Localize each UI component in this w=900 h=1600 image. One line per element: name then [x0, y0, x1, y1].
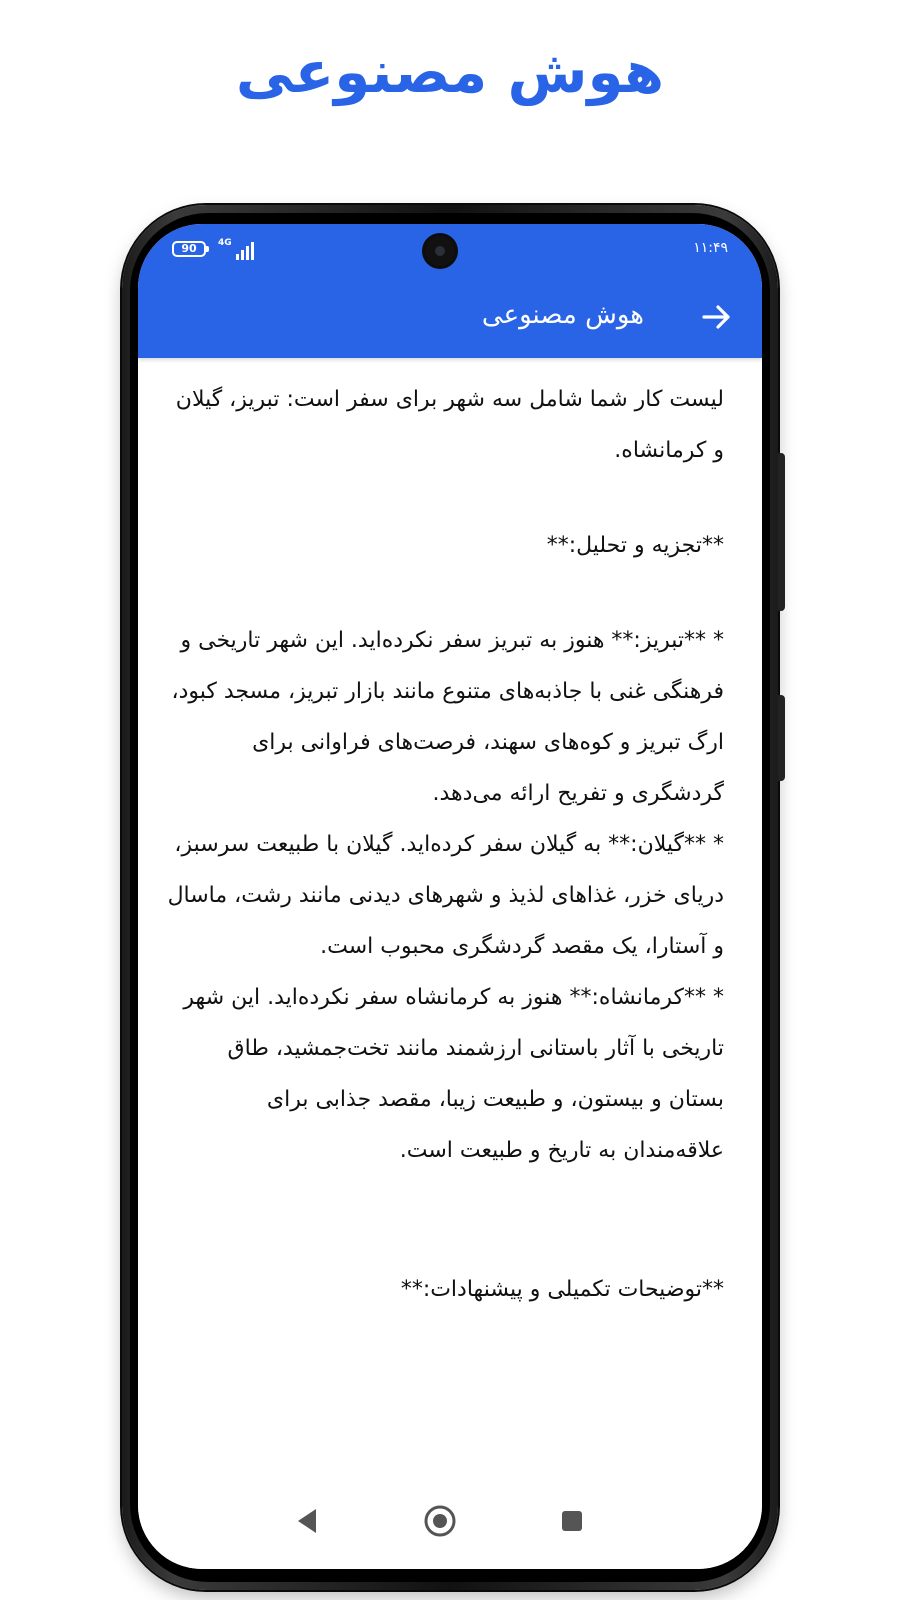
paragraph-tabriz: * **تبریز:** هنوز به تبریز سفر نکرده‌اید. این شهر تاریخی و فرهنگی غنی با جاذبه‌های متنوع مانند بازار تبریز، مسجد کبود، ارگ تبریز و کوه‌های سهند، فرصت‌های فراوانی برای گردشگری و تفریح ارائه می‌دهد. — [171, 628, 724, 806]
back-button[interactable] — [694, 294, 740, 340]
camera-cutout — [425, 236, 455, 266]
phone-screen — [138, 224, 762, 1569]
nav-back-icon — [288, 1501, 328, 1541]
paragraph-intro: لیست کار شما شامل سه شهر برای سفر است: تبریز، گیلان و کرمانشاه. — [175, 387, 724, 463]
paragraph-kermanshah: * **کرمانشاه:** هنوز به کرمانشاه سفر نکرده‌اید. این شهر تاریخی با آثار باستانی ارزشمند مانند تخت‌جمشید، طاق بستان و بیستون، و طبیعت زیبا، مقصد جذابی برای علاقه‌مندان به تاریخ و طبیعت است. — [183, 985, 724, 1163]
paragraph-analysis-heading: **تجزیه و تحلیل:** — [546, 533, 724, 558]
network-type: 4G — [218, 238, 232, 248]
nav-recents-icon — [552, 1501, 592, 1541]
ai-response-text — [166, 374, 724, 1315]
nav-home-button[interactable] — [420, 1501, 460, 1541]
navigation-bar — [138, 1477, 762, 1569]
status-time: ۱۱:۴۹ — [693, 240, 728, 256]
page-title: هوش مصنوعی — [481, 300, 644, 330]
volume-button — [778, 453, 785, 611]
nav-home-icon — [420, 1501, 460, 1541]
promo-title: هوش مصنوعی — [235, 38, 665, 106]
power-button — [778, 695, 785, 781]
paragraph-suggestions-heading: **توضیحات تکمیلی و پیشنهادات:** — [400, 1277, 724, 1302]
paragraph-gilan: * **گیلان:** به گیلان سفر کرده‌اید. گیلان با طبیعت سرسبز، دریای خزر، غذاهای لذیذ و شهرهای دیدنی مانند رشت، ماسال و آستارا، یک مقصد گردشگری محبوب است. — [167, 832, 724, 959]
app-bar — [138, 276, 762, 358]
signal-icon — [218, 238, 260, 260]
arrow-right-icon — [694, 294, 740, 340]
nav-recents-button[interactable] — [552, 1501, 592, 1541]
battery-indicator: 90 — [172, 241, 206, 257]
nav-back-button[interactable] — [288, 1501, 328, 1541]
status-bar — [138, 224, 762, 276]
